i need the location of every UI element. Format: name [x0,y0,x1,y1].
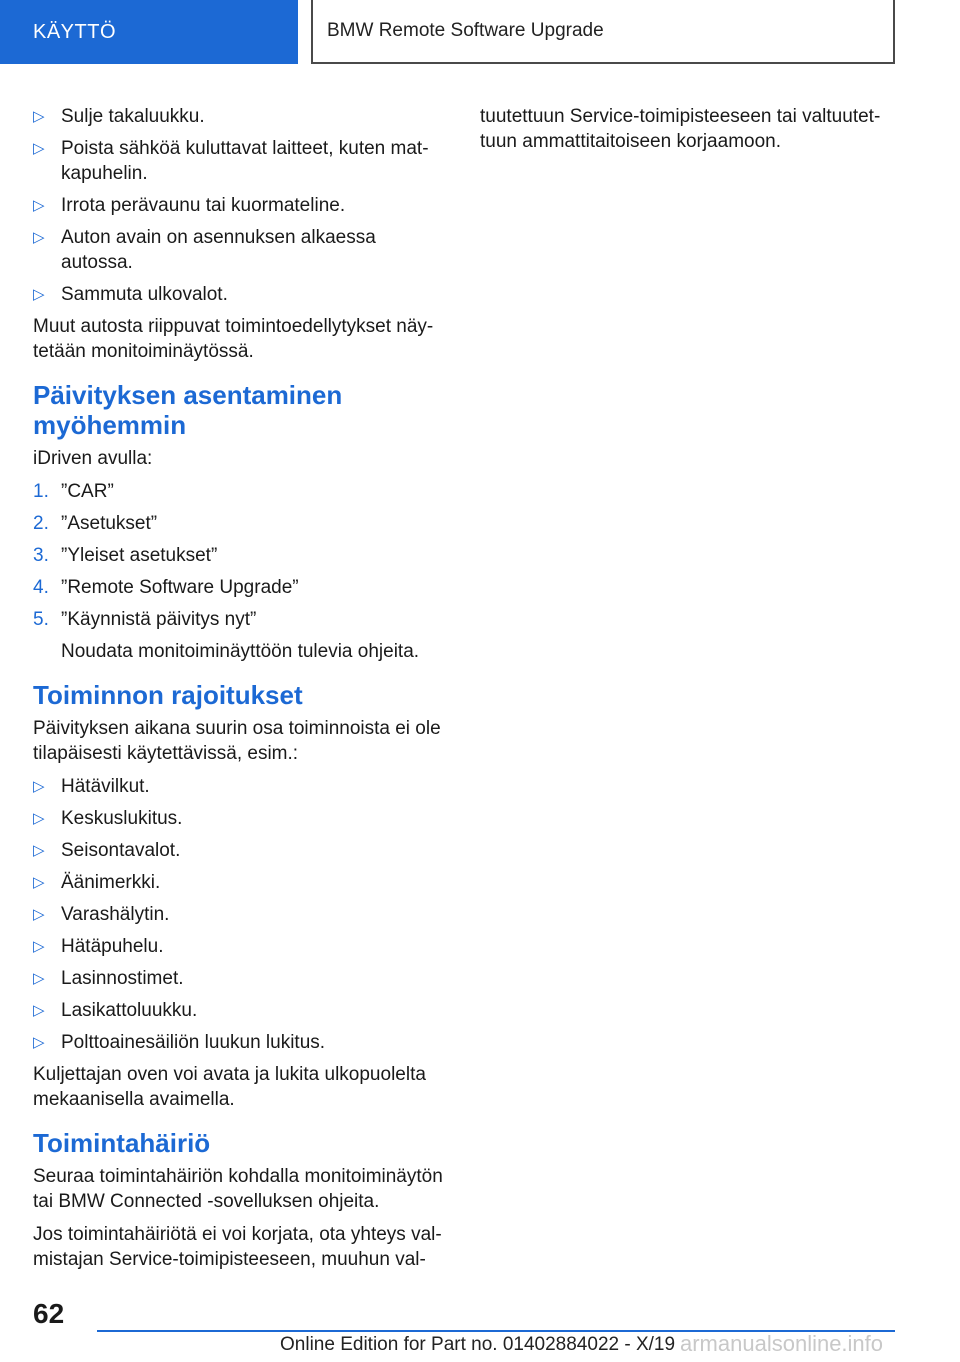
list-item: ▷ Hätäpuhelu. [33,936,164,957]
step-number: 2. [33,513,49,534]
chapter-title-text: BMW Remote Software Upgrade [327,20,604,41]
list-item: ▷ Sammuta ulkovalot. [33,284,228,305]
list-item: ▷ Sulje takaluukku. [33,106,205,127]
step-note: Noudata monitoiminäyttöön tulevia ohjeita. [61,641,420,662]
paragraph: Seuraa toimintahäiriön kohdalla monitoiminäytön tai BMW Connected -sovelluksen ohjeita. [33,1166,443,1212]
watermark: armanualsonline.info [680,1331,884,1356]
step-item: 1. ”CAR” [33,481,114,502]
triangle-bullet-icon: ▷ [33,969,45,987]
list-item: ▷ Auton avain on asennuksen alkaessa autossa. [33,227,376,273]
list-item: ▷ Polttoainesäiliön luukun lukitus. [33,1032,326,1053]
heading-malfunction: Toimintahäiriö [33,1128,211,1158]
list-item: ▷ Irrota perävaunu tai kuormateline. [33,195,346,216]
triangle-bullet-icon: ▷ [33,1033,45,1051]
page-number: 62 [33,1298,65,1329]
paragraph: tuutettuun Service-toimipisteeseen tai valtuutet-tuun ammattitaitoiseen korjaamoon. [480,106,881,152]
list-item: ▷ Poista sähköä kuluttavat laitteet, kuten mat-kapuhelin. [33,138,429,184]
paragraph: Kuljettajan oven voi avata ja lukita ulkopuolelta mekaanisella avaimella. [33,1064,426,1110]
heading-install-later: Päivityksen asentaminen myöhemmin [33,380,343,440]
triangle-bullet-icon: ▷ [33,1001,45,1019]
triangle-bullet-icon: ▷ [33,905,45,923]
triangle-bullet-icon: ▷ [33,139,45,157]
chapter-title [311,0,895,64]
list-item: ▷ Keskuslukitus. [33,808,183,829]
triangle-bullet-icon: ▷ [33,196,45,214]
step-item: 2. ”Asetukset” [33,513,158,534]
step-number: 5. [33,609,49,630]
list-item: ▷ Seisontavalot. [33,840,181,861]
restrictions-list [33,774,448,1055]
list-item: ▷ Lasinnostimet. [33,968,184,989]
section-tab [0,0,298,64]
triangle-bullet-icon: ▷ [33,107,45,125]
heading-restrictions: Toiminnon rajoitukset [33,680,303,710]
list-item: ▷ Lasikattoluukku. [33,1000,198,1021]
paragraph: Muut autosta riippuvat toimintoedellytykset näy-tetään monitoiminäytössä. [33,316,434,362]
triangle-bullet-icon: ▷ [33,873,45,891]
section-label: KÄYTTÖ [33,20,117,43]
triangle-bullet-icon: ▷ [33,777,45,795]
triangle-bullet-icon: ▷ [33,937,45,955]
step-number: 1. [33,481,49,502]
triangle-bullet-icon: ▷ [33,809,45,827]
step-number: 4. [33,577,49,598]
triangle-bullet-icon: ▷ [33,285,45,303]
left-column [33,104,448,1280]
right-column [480,104,900,162]
prereq-list [33,104,448,307]
paragraph: Päivityksen aikana suurin osa toiminnoista ei ole tilapäisesti käytettävissä, esim.: [33,718,441,764]
triangle-bullet-icon: ▷ [33,228,45,246]
step-item: 5. ”Käynnistä päivitys nyt” [33,609,257,630]
paragraph: Jos toimintahäiriötä ei voi korjata, ota yhteys val-mistajan Service-toimipisteeseen, muuhun val- [33,1224,442,1270]
step-number: 3. [33,545,49,566]
triangle-bullet-icon: ▷ [33,841,45,859]
list-item: ▷ Hätävilkut. [33,776,150,797]
list-item: ▷ Äänimerkki. [33,872,161,893]
steps-list [33,479,448,632]
step-item: 4. ”Remote Software Upgrade” [33,577,299,598]
step-item: 3. ”Yleiset asetukset” [33,545,218,566]
list-item: ▷ Varashälytin. [33,904,170,925]
edition-note: Online Edition for Part no. 01402884022 - X/19 [280,1334,676,1355]
paragraph: iDriven avulla: [33,448,153,469]
